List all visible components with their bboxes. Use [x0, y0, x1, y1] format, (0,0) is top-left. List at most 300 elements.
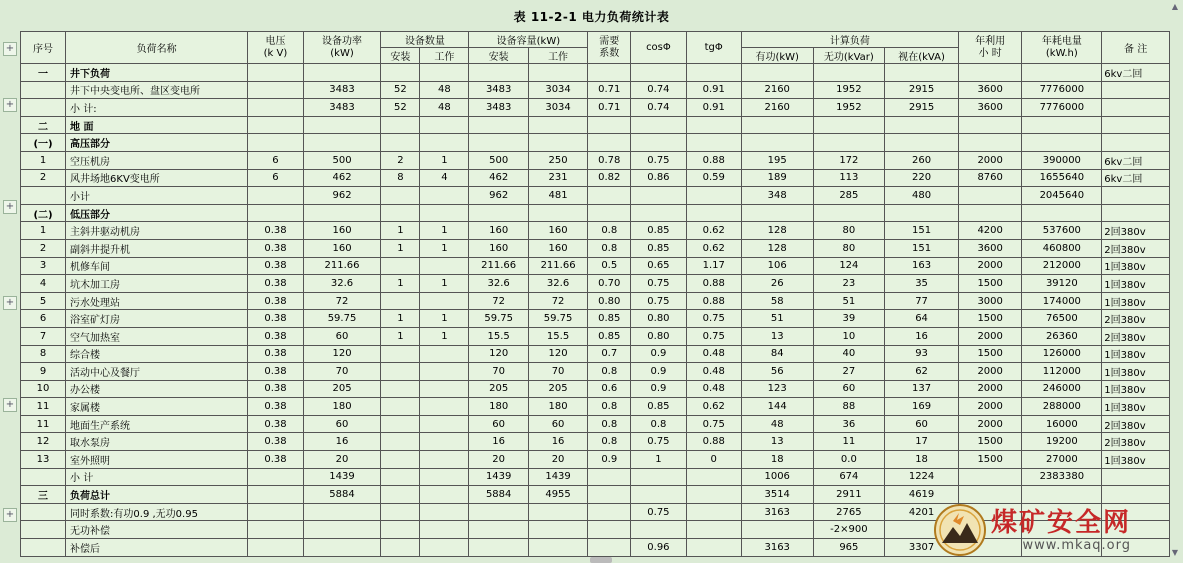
cell-active: 13	[741, 327, 813, 345]
cell-demand	[588, 486, 631, 504]
cell-seq: 4	[21, 275, 66, 293]
cell-tg	[686, 521, 741, 539]
cell-remark: 1回380v	[1102, 363, 1170, 381]
cell-apparent: 151	[885, 239, 959, 257]
cell-cap-work: 160	[528, 222, 587, 240]
cell-hours: 2000	[958, 257, 1021, 275]
cell-voltage: 0.38	[248, 222, 303, 240]
cell-cos	[631, 187, 686, 205]
table-row	[21, 257, 1170, 275]
cell-voltage: 0.38	[248, 415, 303, 433]
table-row	[21, 415, 1170, 433]
cell-qty-install: 52	[381, 81, 420, 99]
cell-qty-install	[381, 134, 420, 152]
cell-remark: 2回380v	[1102, 327, 1170, 345]
cell-active: 144	[741, 398, 813, 416]
cell-apparent: 60	[885, 415, 959, 433]
cell-name: 机修车间	[66, 257, 248, 275]
cell-cos: 0.80	[631, 310, 686, 328]
cell-hours: 3600	[958, 99, 1021, 117]
cell-apparent: 480	[885, 187, 959, 205]
cell-tg	[686, 468, 741, 486]
col-apparent: 视在(kVA)	[885, 48, 959, 64]
cell-voltage	[248, 204, 303, 222]
cell-power: 72	[303, 292, 381, 310]
cell-qty-work	[420, 486, 469, 504]
table-row	[21, 310, 1170, 328]
cell-remark	[1102, 99, 1170, 117]
cell-cap-install: 59.75	[469, 310, 528, 328]
cell-qty-install	[381, 345, 420, 363]
expand-handle-icon[interactable]: +	[3, 398, 17, 412]
cell-cap-install	[469, 64, 528, 82]
cell-name: 浴室矿灯房	[66, 310, 248, 328]
cell-cap-work: 120	[528, 345, 587, 363]
cell-name: 空压机房	[66, 151, 248, 169]
cell-name: 地面生产系统	[66, 415, 248, 433]
cell-cap-install: 1439	[469, 468, 528, 486]
cell-qty-work: 1	[420, 275, 469, 293]
cell-demand	[588, 64, 631, 82]
cell-remark: 6kv二回	[1102, 151, 1170, 169]
cell-qty-install	[381, 257, 420, 275]
cell-apparent: 18	[885, 451, 959, 469]
cell-cap-work: 205	[528, 380, 587, 398]
cell-cos	[631, 486, 686, 504]
cell-tg: 0	[686, 451, 741, 469]
cell-cap-work: 72	[528, 292, 587, 310]
cell-voltage: 6	[248, 169, 303, 187]
cell-apparent: 169	[885, 398, 959, 416]
cell-qty-work	[420, 292, 469, 310]
cell-qty-install	[381, 539, 420, 557]
cell-apparent: 64	[885, 310, 959, 328]
cell-qty-install	[381, 415, 420, 433]
cell-name: 无功补偿	[66, 521, 248, 539]
cell-tg	[686, 64, 741, 82]
col-demand: 需要 系数	[588, 32, 631, 64]
cell-seq	[21, 503, 66, 521]
cell-qty-install	[381, 204, 420, 222]
cell-qty-install: 8	[381, 169, 420, 187]
cell-apparent: 17	[885, 433, 959, 451]
cell-active: 26	[741, 275, 813, 293]
cell-name: 风井场地6KV变电所	[66, 169, 248, 187]
cell-cap-work	[528, 503, 587, 521]
cell-qty-install	[381, 187, 420, 205]
cell-qty-install: 1	[381, 239, 420, 257]
cell-power: 60	[303, 415, 381, 433]
col-cap-install: 安装	[469, 48, 528, 64]
cell-reactive: 2765	[813, 503, 885, 521]
cell-demand: 0.71	[588, 81, 631, 99]
cell-qty-install	[381, 503, 420, 521]
cell-cap-install: 70	[469, 363, 528, 381]
cell-qty-install	[381, 292, 420, 310]
cell-voltage	[248, 468, 303, 486]
cell-qty-work	[420, 363, 469, 381]
cell-active: 56	[741, 363, 813, 381]
expand-handle-icon[interactable]: +	[3, 42, 17, 56]
cell-seq	[21, 99, 66, 117]
watermark-url: www.mkaq.org	[1022, 537, 1132, 553]
cell-reactive: -2×900	[813, 521, 885, 539]
cell-power	[303, 134, 381, 152]
cell-name: 地 面	[66, 116, 248, 134]
cell-qty-install: 1	[381, 222, 420, 240]
cell-demand	[588, 521, 631, 539]
scroll-down-icon[interactable]: ▼	[1171, 548, 1179, 557]
cell-hours	[958, 64, 1021, 82]
cell-tg	[686, 486, 741, 504]
col-voltage: 电压 (k V)	[248, 32, 303, 64]
cell-tg: 0.59	[686, 169, 741, 187]
cell-voltage	[248, 116, 303, 134]
cell-demand: 0.82	[588, 169, 631, 187]
cell-apparent: 2915	[885, 81, 959, 99]
cell-hours: 8760	[958, 169, 1021, 187]
cell-cap-install	[469, 134, 528, 152]
cell-demand	[588, 539, 631, 557]
cell-apparent: 16	[885, 327, 959, 345]
cell-energy: 1655640	[1022, 169, 1102, 187]
expand-handle-icon[interactable]: +	[3, 98, 17, 112]
cell-reactive: 80	[813, 239, 885, 257]
cell-remark: 2回380v	[1102, 415, 1170, 433]
cell-hours	[958, 134, 1021, 152]
cell-apparent	[885, 134, 959, 152]
cell-cap-work: 20	[528, 451, 587, 469]
cell-reactive: 60	[813, 380, 885, 398]
cell-active: 3163	[741, 539, 813, 557]
header-row-1	[21, 32, 1170, 48]
cell-energy	[1022, 64, 1102, 82]
cell-reactive	[813, 204, 885, 222]
cell-power	[303, 521, 381, 539]
cell-remark: 1回380v	[1102, 275, 1170, 293]
cell-name: 井下中央变电所、盘区变电所	[66, 81, 248, 99]
cell-energy: 7776000	[1022, 99, 1102, 117]
cell-tg	[686, 116, 741, 134]
cell-cap-install: 20	[469, 451, 528, 469]
cell-reactive: 80	[813, 222, 885, 240]
cell-qty-install	[381, 380, 420, 398]
col-qty-install: 安装	[381, 48, 420, 64]
table-row	[21, 204, 1170, 222]
cell-cap-work: 231	[528, 169, 587, 187]
col-cos: cosΦ	[631, 32, 686, 64]
cell-power: 120	[303, 345, 381, 363]
cell-qty-work: 1	[420, 327, 469, 345]
cell-power: 500	[303, 151, 381, 169]
cell-active	[741, 521, 813, 539]
cell-reactive: 0.0	[813, 451, 885, 469]
col-seq: 序号	[21, 32, 66, 64]
cell-active: 123	[741, 380, 813, 398]
cell-cos: 0.75	[631, 292, 686, 310]
cell-remark: 1回380v	[1102, 292, 1170, 310]
cell-name: 低压部分	[66, 204, 248, 222]
cell-seq: 2	[21, 169, 66, 187]
cell-qty-work	[420, 116, 469, 134]
cell-cos: 0.86	[631, 169, 686, 187]
cell-cap-install: 205	[469, 380, 528, 398]
cell-hours	[958, 204, 1021, 222]
col-reactive: 无功(kVar)	[813, 48, 885, 64]
cell-energy: 26360	[1022, 327, 1102, 345]
cell-voltage	[248, 81, 303, 99]
cell-tg: 1.17	[686, 257, 741, 275]
cell-qty-install	[381, 363, 420, 381]
col-hours: 年利用 小 时	[958, 32, 1021, 64]
cell-cap-work	[528, 539, 587, 557]
cell-voltage: 0.38	[248, 275, 303, 293]
cell-qty-work	[420, 468, 469, 486]
col-calc: 计算负荷	[741, 32, 958, 48]
cell-remark: 2回380v	[1102, 310, 1170, 328]
table-body	[21, 64, 1170, 557]
cell-qty-install: 1	[381, 310, 420, 328]
cell-seq: 12	[21, 433, 66, 451]
cell-remark	[1102, 187, 1170, 205]
cell-qty-work: 1	[420, 151, 469, 169]
cell-tg: 0.62	[686, 222, 741, 240]
cell-seq	[21, 81, 66, 99]
cell-demand	[588, 134, 631, 152]
cell-hours: 2000	[958, 151, 1021, 169]
cell-name: 高压部分	[66, 134, 248, 152]
cell-name: 补偿后	[66, 539, 248, 557]
cell-active: 2160	[741, 99, 813, 117]
cell-reactive: 10	[813, 327, 885, 345]
cell-qty-install	[381, 521, 420, 539]
cell-reactive: 674	[813, 468, 885, 486]
cell-voltage	[248, 64, 303, 82]
cell-name: 副斜井提升机	[66, 239, 248, 257]
horizontal-scrollbar[interactable]	[590, 557, 612, 563]
cell-qty-work	[420, 204, 469, 222]
expand-handle-icon[interactable]: +	[3, 200, 17, 214]
cell-demand: 0.85	[588, 310, 631, 328]
cell-cap-work: 3034	[528, 99, 587, 117]
cell-cos: 0.75	[631, 503, 686, 521]
cell-name: 小 计:	[66, 99, 248, 117]
cell-apparent: 220	[885, 169, 959, 187]
cell-cap-work: 1439	[528, 468, 587, 486]
table-row	[21, 345, 1170, 363]
cell-voltage	[248, 503, 303, 521]
cell-cos	[631, 204, 686, 222]
col-energy: 年耗电量 (kW.h)	[1022, 32, 1102, 64]
cell-power: 160	[303, 239, 381, 257]
cell-hours: 2000	[958, 398, 1021, 416]
cell-power: 5884	[303, 486, 381, 504]
cell-reactive: 11	[813, 433, 885, 451]
cell-cos: 1	[631, 451, 686, 469]
cell-energy: 76500	[1022, 310, 1102, 328]
cell-energy: 2045640	[1022, 187, 1102, 205]
cell-cos	[631, 521, 686, 539]
cell-qty-work	[420, 380, 469, 398]
table-row	[21, 222, 1170, 240]
cell-qty-work	[420, 503, 469, 521]
cell-energy	[1022, 134, 1102, 152]
cell-voltage	[248, 521, 303, 539]
cell-cap-install: 32.6	[469, 275, 528, 293]
cell-seq	[21, 539, 66, 557]
cell-voltage: 0.38	[248, 433, 303, 451]
cell-active: 84	[741, 345, 813, 363]
table-row	[21, 64, 1170, 82]
cell-name: 活动中心及餐厅	[66, 363, 248, 381]
cell-qty-install: 1	[381, 275, 420, 293]
cell-power: 205	[303, 380, 381, 398]
cell-tg	[686, 187, 741, 205]
cell-reactive: 1952	[813, 99, 885, 117]
cell-hours: 2000	[958, 363, 1021, 381]
cell-voltage	[248, 486, 303, 504]
cell-seq: 一	[21, 64, 66, 82]
cell-demand: 0.8	[588, 363, 631, 381]
cell-energy: 27000	[1022, 451, 1102, 469]
cell-voltage: 0.38	[248, 345, 303, 363]
cell-apparent: 62	[885, 363, 959, 381]
cell-tg: 0.48	[686, 345, 741, 363]
cell-reactive	[813, 64, 885, 82]
cell-cap-install: 5884	[469, 486, 528, 504]
cell-cap-install	[469, 116, 528, 134]
cell-qty-install	[381, 433, 420, 451]
table-row	[21, 433, 1170, 451]
cell-power	[303, 116, 381, 134]
cell-active	[741, 134, 813, 152]
cell-qty-work	[420, 134, 469, 152]
cell-cap-work: 3034	[528, 81, 587, 99]
table-row	[21, 398, 1170, 416]
cell-hours: 1500	[958, 345, 1021, 363]
cell-cap-install	[469, 204, 528, 222]
cell-hours: 4200	[958, 222, 1021, 240]
cell-reactive: 23	[813, 275, 885, 293]
cell-name: 空气加热室	[66, 327, 248, 345]
cell-cap-work: 211.66	[528, 257, 587, 275]
cell-energy: 39120	[1022, 275, 1102, 293]
cell-hours: 3600	[958, 81, 1021, 99]
cell-cap-install: 120	[469, 345, 528, 363]
cell-seq: (二)	[21, 204, 66, 222]
cell-voltage: 0.38	[248, 451, 303, 469]
cell-reactive: 1952	[813, 81, 885, 99]
cell-reactive: 40	[813, 345, 885, 363]
cell-tg: 0.48	[686, 363, 741, 381]
cell-cos	[631, 134, 686, 152]
cell-reactive: 965	[813, 539, 885, 557]
cell-remark	[1102, 81, 1170, 99]
cell-tg: 0.75	[686, 310, 741, 328]
cell-active: 58	[741, 292, 813, 310]
cell-active: 13	[741, 433, 813, 451]
cell-cos: 0.96	[631, 539, 686, 557]
cell-apparent: 4201	[885, 503, 959, 521]
scroll-up-icon[interactable]: ▲	[1171, 2, 1179, 11]
cell-qty-work	[420, 521, 469, 539]
cell-seq: 2	[21, 239, 66, 257]
cell-active: 51	[741, 310, 813, 328]
cell-apparent	[885, 64, 959, 82]
cell-qty-work: 48	[420, 99, 469, 117]
watermark	[933, 500, 1181, 560]
table-title: 表 11-2-1 电力负荷统计表	[513, 10, 670, 24]
cell-cap-work: 60	[528, 415, 587, 433]
cell-cap-install: 60	[469, 415, 528, 433]
cell-demand: 0.80	[588, 292, 631, 310]
cell-cos: 0.65	[631, 257, 686, 275]
cell-tg	[686, 539, 741, 557]
cell-active	[741, 64, 813, 82]
cell-name: 室外照明	[66, 451, 248, 469]
table-row	[21, 363, 1170, 381]
cell-active: 2160	[741, 81, 813, 99]
cell-qty-work	[420, 257, 469, 275]
cell-cap-install: 962	[469, 187, 528, 205]
cell-cap-install: 3483	[469, 81, 528, 99]
cell-cap-work: 15.5	[528, 327, 587, 345]
cell-qty-work	[420, 539, 469, 557]
cell-tg: 0.75	[686, 415, 741, 433]
cell-cos: 0.85	[631, 239, 686, 257]
cell-tg	[686, 134, 741, 152]
cell-hours: 3600	[958, 239, 1021, 257]
expand-handle-icon[interactable]: +	[3, 508, 17, 522]
cell-seq: 8	[21, 345, 66, 363]
cell-qty-work: 1	[420, 239, 469, 257]
cell-tg: 0.88	[686, 433, 741, 451]
table-row	[21, 451, 1170, 469]
cell-tg: 0.62	[686, 398, 741, 416]
cell-voltage: 0.38	[248, 310, 303, 328]
cell-power: 59.75	[303, 310, 381, 328]
cell-apparent: 3307	[885, 539, 959, 557]
cell-reactive	[813, 116, 885, 134]
cell-name: 家属楼	[66, 398, 248, 416]
cell-cos: 0.85	[631, 222, 686, 240]
cell-cap-install: 500	[469, 151, 528, 169]
cell-power: 20	[303, 451, 381, 469]
cell-cos: 0.9	[631, 345, 686, 363]
cell-qty-install	[381, 398, 420, 416]
cell-hours: 2000	[958, 380, 1021, 398]
watermark-logo-icon	[933, 503, 987, 557]
cell-remark	[1102, 204, 1170, 222]
cell-qty-work	[420, 398, 469, 416]
cell-reactive: 39	[813, 310, 885, 328]
cell-seq: 11	[21, 415, 66, 433]
cell-cos: 0.85	[631, 398, 686, 416]
cell-voltage	[248, 187, 303, 205]
cell-active: 106	[741, 257, 813, 275]
table-row	[21, 327, 1170, 345]
cell-tg: 0.75	[686, 327, 741, 345]
cell-seq: 二	[21, 116, 66, 134]
table-row	[21, 292, 1170, 310]
cell-demand: 0.6	[588, 380, 631, 398]
cell-cap-install	[469, 503, 528, 521]
col-remark: 备 注	[1102, 32, 1170, 64]
cell-qty-install: 1	[381, 327, 420, 345]
expand-handle-icon[interactable]: +	[3, 296, 17, 310]
cell-voltage: 0.38	[248, 257, 303, 275]
cell-energy: 126000	[1022, 345, 1102, 363]
